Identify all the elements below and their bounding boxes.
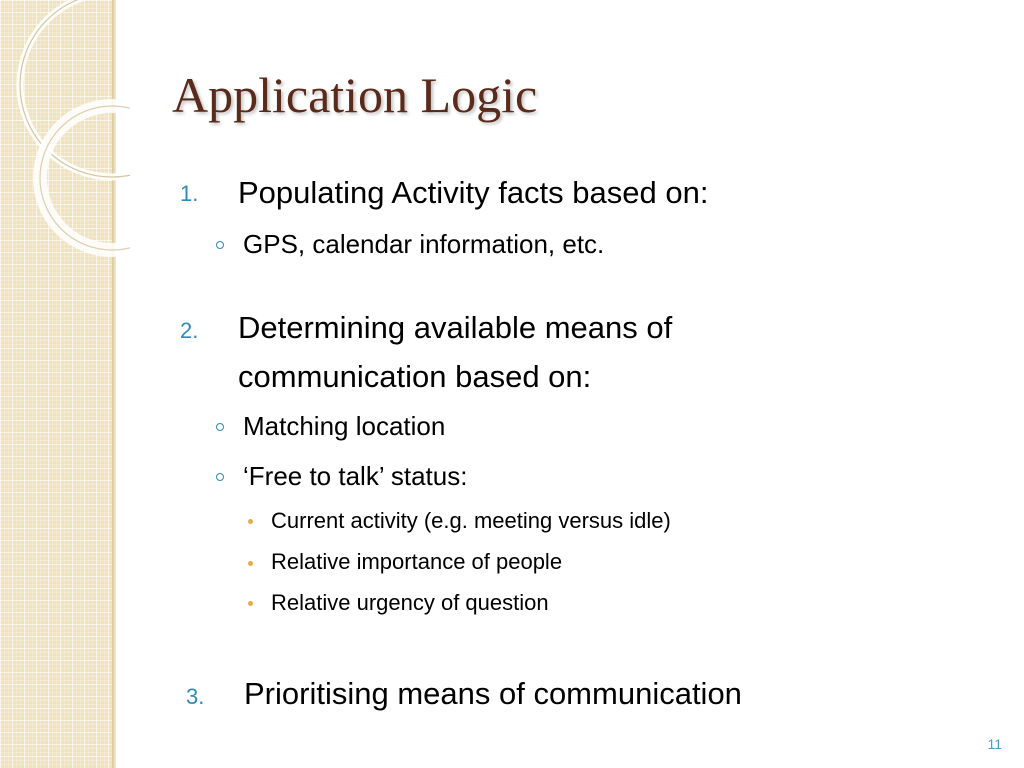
circle-bullet-icon [216, 423, 224, 431]
list-item: Prioritising means of communication [244, 676, 742, 711]
slide-number: 11 [987, 736, 1002, 752]
sub-sub-list-item: Current activity (e.g. meeting versus idle) [271, 508, 671, 533]
slide-title: Application Logic [172, 67, 538, 123]
sub-list-item: Matching location [243, 411, 446, 441]
sub-list-item: GPS, calendar information, etc. [243, 229, 605, 259]
item-number: 2. [180, 318, 199, 343]
list-item: Determining available means of [238, 310, 673, 345]
sub-list-item: ‘Free to talk’ status: [243, 461, 468, 491]
decorative-rings [0, 0, 130, 260]
circle-bullet-icon [216, 241, 224, 249]
dot-bullet-icon [248, 601, 253, 606]
item-number: 1. [180, 181, 199, 206]
list-item: Populating Activity facts based on: [238, 175, 709, 210]
dot-bullet-icon [248, 519, 253, 524]
circle-bullet-icon [216, 473, 224, 481]
item-number: 3. [186, 684, 205, 709]
dot-bullet-icon [248, 561, 253, 566]
sub-sub-list-item: Relative urgency of question [271, 590, 549, 615]
list-item-continuation: communication based on: [238, 359, 592, 394]
sub-sub-list-item: Relative importance of people [271, 549, 563, 574]
